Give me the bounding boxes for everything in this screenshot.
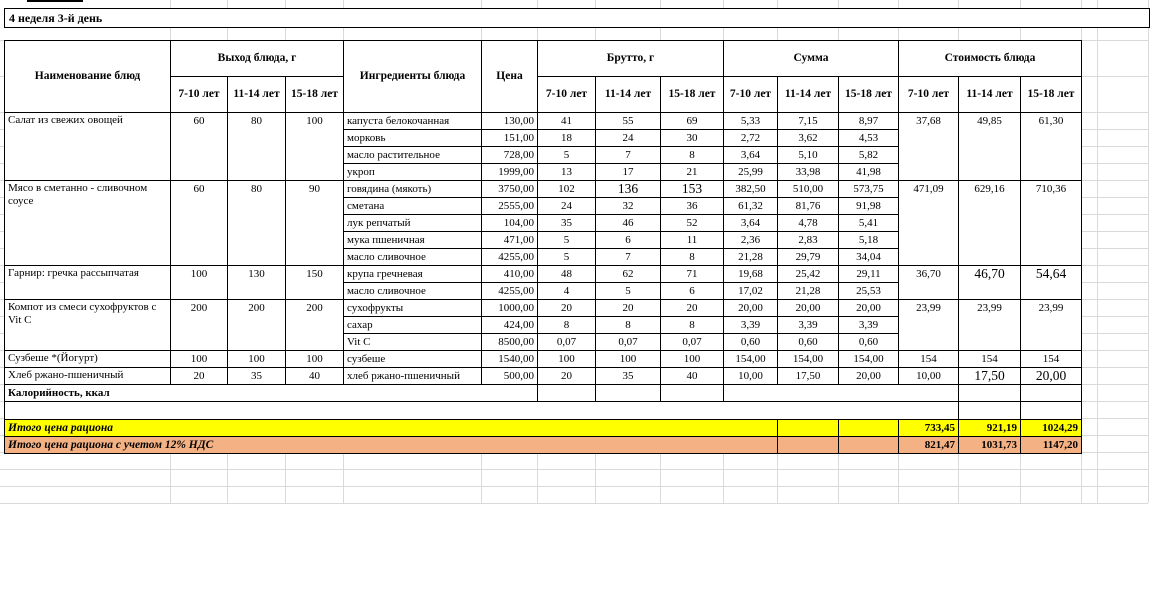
- header-age-7-10[interactable]: 7-10 лет: [724, 77, 778, 113]
- cell-dish-name[interactable]: Сузбеше *(Йогурт): [5, 351, 171, 368]
- cell-ingredient[interactable]: масло сливочное: [344, 283, 482, 300]
- cell-sum-0[interactable]: 2,72: [724, 130, 778, 147]
- cell-empty[interactable]: [1021, 402, 1082, 420]
- cell-yield-2[interactable]: 90: [286, 181, 344, 266]
- cell-ingredient[interactable]: хлеб ржано-пшеничный: [344, 368, 482, 385]
- cell-cost-1[interactable]: 23,99: [959, 300, 1021, 351]
- header-ingredients[interactable]: Ингредиенты блюда: [344, 41, 482, 113]
- header-age-7-10[interactable]: 7-10 лет: [538, 77, 596, 113]
- cell-brutto-1[interactable]: 136: [596, 181, 661, 198]
- cell-sum-2[interactable]: 0,60: [839, 334, 899, 351]
- cell-total-2[interactable]: 1147,20: [1021, 437, 1082, 454]
- cell-sum-2[interactable]: 8,97: [839, 113, 899, 130]
- cell-ingredient[interactable]: лук репчатый: [344, 215, 482, 232]
- cell-yield-1[interactable]: 80: [228, 181, 286, 266]
- table-row: [5, 351, 1082, 368]
- cell-sum-0[interactable]: 0,60: [724, 334, 778, 351]
- cell-cost-0[interactable]: 154: [899, 351, 959, 368]
- cell-yield-1[interactable]: 130: [228, 266, 286, 300]
- cell-dish-name[interactable]: Салат из свежих овощей: [5, 113, 171, 181]
- cell-ingredient[interactable]: сузбеше: [344, 351, 482, 368]
- cell-brutto-1[interactable]: 0,07: [596, 334, 661, 351]
- cell-sum-0[interactable]: 154,00: [724, 351, 778, 368]
- cell-brutto-2[interactable]: 36: [661, 198, 724, 215]
- header-yield[interactable]: Выход блюда, г: [171, 41, 344, 77]
- cell-yield-1[interactable]: 100: [228, 351, 286, 368]
- partial-cell-border: [27, 0, 83, 2]
- cell-empty[interactable]: [778, 420, 839, 437]
- cell-empty[interactable]: [839, 437, 899, 454]
- spacer-row: [5, 402, 1082, 420]
- cell-sum-0[interactable]: 61,32: [724, 198, 778, 215]
- cell-price[interactable]: 500,00: [482, 368, 538, 385]
- cell-sum-1[interactable]: 154,00: [778, 351, 839, 368]
- cell-sum-1[interactable]: 3,62: [778, 130, 839, 147]
- cell-ingredient[interactable]: мука пшеничная: [344, 232, 482, 249]
- cell-cost-1[interactable]: 17,50: [959, 368, 1021, 385]
- cell-sum-1[interactable]: 20,00: [778, 300, 839, 317]
- cell-price[interactable]: 3750,00: [482, 181, 538, 198]
- cell-sum-0[interactable]: 25,99: [724, 164, 778, 181]
- cell-brutto-1[interactable]: 7: [596, 147, 661, 164]
- cell-brutto-2[interactable]: 52: [661, 215, 724, 232]
- cell-sum-2[interactable]: 5,41: [839, 215, 899, 232]
- cell-yield-2[interactable]: 40: [286, 368, 344, 385]
- cell-dish-name[interactable]: Гарнир: гречка рассыпчатая: [5, 266, 171, 300]
- cell-sum-2[interactable]: 4,53: [839, 130, 899, 147]
- total-row-2: [5, 437, 1082, 454]
- cell-ingredient[interactable]: масло сливочное: [344, 249, 482, 266]
- cell-sum-1[interactable]: 33,98: [778, 164, 839, 181]
- cell-price[interactable]: 1000,00: [482, 300, 538, 317]
- gridline: [0, 486, 1148, 487]
- cell-yield-1[interactable]: 200: [228, 300, 286, 351]
- header-age-11-14[interactable]: 11-14 лет: [959, 77, 1021, 113]
- cell-sum-2[interactable]: 3,39: [839, 317, 899, 334]
- gridline: [0, 503, 1148, 504]
- cell-brutto-2[interactable]: 21: [661, 164, 724, 181]
- cell-sum-2[interactable]: 5,18: [839, 232, 899, 249]
- cell-brutto-2[interactable]: 71: [661, 266, 724, 283]
- cell-cost-1[interactable]: 154: [959, 351, 1021, 368]
- menu-table: [4, 40, 1082, 454]
- cell-brutto-1[interactable]: 8: [596, 317, 661, 334]
- cell-sum-1[interactable]: 29,79: [778, 249, 839, 266]
- cell-sum-1[interactable]: 17,50: [778, 368, 839, 385]
- cell-ingredient[interactable]: Vit C: [344, 334, 482, 351]
- cell-cost-2[interactable]: 20,00: [1021, 368, 1082, 385]
- table-row: [5, 300, 1082, 317]
- cell-calories-label[interactable]: Калорийность, ккал: [5, 385, 538, 402]
- cell-sum-1[interactable]: 25,42: [778, 266, 839, 283]
- cell-sum-0[interactable]: 10,00: [724, 368, 778, 385]
- cell-price[interactable]: 471,00: [482, 232, 538, 249]
- cell-brutto-1[interactable]: 20: [596, 300, 661, 317]
- table-row: [5, 368, 1082, 385]
- header-brutto[interactable]: Брутто, г: [538, 41, 724, 77]
- table-row: [5, 181, 1082, 198]
- cell-sum-2[interactable]: 25,53: [839, 283, 899, 300]
- cell-cost-1[interactable]: 629,16: [959, 181, 1021, 266]
- cell-brutto-0[interactable]: 13: [538, 164, 596, 181]
- cell-empty[interactable]: [538, 385, 596, 402]
- cell-cost-2[interactable]: 23,99: [1021, 300, 1082, 351]
- cell-brutto-0[interactable]: 20: [538, 368, 596, 385]
- header-age-7-10[interactable]: 7-10 лет: [899, 77, 959, 113]
- cell-sum-2[interactable]: 573,75: [839, 181, 899, 198]
- cell-price[interactable]: 130,00: [482, 113, 538, 130]
- cell-sum-0[interactable]: 17,02: [724, 283, 778, 300]
- cell-brutto-1[interactable]: 17: [596, 164, 661, 181]
- cell-brutto-2[interactable]: 6: [661, 283, 724, 300]
- cell-yield-0[interactable]: 200: [171, 300, 228, 351]
- cell-yield-0[interactable]: 20: [171, 368, 228, 385]
- cell-total-label[interactable]: Итого цена рациона с учетом 12% НДС: [5, 437, 778, 454]
- cell-total-0[interactable]: 733,45: [899, 420, 959, 437]
- cell-price[interactable]: 1540,00: [482, 351, 538, 368]
- cell-sum-1[interactable]: 510,00: [778, 181, 839, 198]
- cell-price[interactable]: 4255,00: [482, 283, 538, 300]
- cell-sum-0[interactable]: 5,33: [724, 113, 778, 130]
- cell-cost-2[interactable]: 710,36: [1021, 181, 1082, 266]
- cell-sum-2[interactable]: 154,00: [839, 351, 899, 368]
- cell-brutto-0[interactable]: 5: [538, 147, 596, 164]
- header-cost[interactable]: Стоимость блюда: [899, 41, 1082, 77]
- cell-ingredient[interactable]: капуста белокочанная: [344, 113, 482, 130]
- cell-brutto-2[interactable]: 100: [661, 351, 724, 368]
- cell-total-label[interactable]: Итого цена рациона: [5, 420, 778, 437]
- table-row: [5, 113, 1082, 130]
- cell-brutto-0[interactable]: 102: [538, 181, 596, 198]
- cell-ingredient[interactable]: укроп: [344, 164, 482, 181]
- cell-cost-2[interactable]: 54,64: [1021, 266, 1082, 300]
- cell-cost-0[interactable]: 471,09: [899, 181, 959, 266]
- cell-yield-1[interactable]: 80: [228, 113, 286, 181]
- cell-sum-1[interactable]: 0,60: [778, 334, 839, 351]
- cell-brutto-0[interactable]: 18: [538, 130, 596, 147]
- cell-brutto-2[interactable]: 20: [661, 300, 724, 317]
- total-row-1: [5, 420, 1082, 437]
- cell-sum-0[interactable]: 21,28: [724, 249, 778, 266]
- cell-brutto-1[interactable]: 24: [596, 130, 661, 147]
- cell-sum-1[interactable]: 7,15: [778, 113, 839, 130]
- table-header: [5, 41, 1082, 113]
- cell-sum-2[interactable]: 34,04: [839, 249, 899, 266]
- cell-sum-2[interactable]: 91,98: [839, 198, 899, 215]
- cell-price[interactable]: 1999,00: [482, 164, 538, 181]
- cell-brutto-1[interactable]: 62: [596, 266, 661, 283]
- cell-brutto-0[interactable]: 48: [538, 266, 596, 283]
- cell-brutto-2[interactable]: 0,07: [661, 334, 724, 351]
- cell-cost-0[interactable]: 36,70: [899, 266, 959, 300]
- cell-price[interactable]: 424,00: [482, 317, 538, 334]
- cell-total-1[interactable]: 921,19: [959, 420, 1021, 437]
- header-age-11-14[interactable]: 11-14 лет: [778, 77, 839, 113]
- cell-cost-2[interactable]: 61,30: [1021, 113, 1082, 181]
- cell-brutto-2[interactable]: 11: [661, 232, 724, 249]
- cell-yield-0[interactable]: 60: [171, 113, 228, 181]
- cell-empty[interactable]: [959, 402, 1021, 420]
- cell-brutto-1[interactable]: 5: [596, 283, 661, 300]
- cell-brutto-0[interactable]: 41: [538, 113, 596, 130]
- cell-total-0[interactable]: 821,47: [899, 437, 959, 454]
- cell-sum-2[interactable]: 41,98: [839, 164, 899, 181]
- cell-cost-0[interactable]: 10,00: [899, 368, 959, 385]
- cell-brutto-0[interactable]: 5: [538, 232, 596, 249]
- cell-brutto-0[interactable]: 35: [538, 215, 596, 232]
- cell-brutto-0[interactable]: 24: [538, 198, 596, 215]
- cell-ingredient[interactable]: говядина (мякоть): [344, 181, 482, 198]
- cell-empty[interactable]: [778, 437, 839, 454]
- cell-price[interactable]: 8500,00: [482, 334, 538, 351]
- cell-brutto-1[interactable]: 100: [596, 351, 661, 368]
- cell-price[interactable]: 151,00: [482, 130, 538, 147]
- cell-sum-1[interactable]: 21,28: [778, 283, 839, 300]
- cell-sum-1[interactable]: 81,76: [778, 198, 839, 215]
- cell-brutto-2[interactable]: 40: [661, 368, 724, 385]
- gridline: [1148, 0, 1149, 503]
- cell-ingredient[interactable]: сухофрукты: [344, 300, 482, 317]
- header-age-15-18[interactable]: 15-18 лет: [661, 77, 724, 113]
- cell-brutto-0[interactable]: 0,07: [538, 334, 596, 351]
- cell-yield-1[interactable]: 35: [228, 368, 286, 385]
- cell-dish-name[interactable]: Компот из смеси сухофруктов с Vit C: [5, 300, 171, 351]
- cell-price[interactable]: 104,00: [482, 215, 538, 232]
- cell-ingredient[interactable]: крупа гречневая: [344, 266, 482, 283]
- cell-ingredient[interactable]: сметана: [344, 198, 482, 215]
- cell-empty[interactable]: [1021, 385, 1082, 402]
- cell-brutto-2[interactable]: 8: [661, 249, 724, 266]
- calories-row: [5, 385, 1082, 402]
- cell-sum-0[interactable]: 3,39: [724, 317, 778, 334]
- cell-ingredient[interactable]: сахар: [344, 317, 482, 334]
- cell-sum-0[interactable]: 3,64: [724, 215, 778, 232]
- cell-cost-0[interactable]: 23,99: [899, 300, 959, 351]
- cell-cost-0[interactable]: 37,68: [899, 113, 959, 181]
- cell-cost-1[interactable]: 49,85: [959, 113, 1021, 181]
- header-age-15-18[interactable]: 15-18 лет: [839, 77, 899, 113]
- cell-yield-2[interactable]: 200: [286, 300, 344, 351]
- cell-yield-2[interactable]: 100: [286, 351, 344, 368]
- cell-brutto-2[interactable]: 8: [661, 147, 724, 164]
- cell-brutto-1[interactable]: 46: [596, 215, 661, 232]
- cell-yield-0[interactable]: 100: [171, 351, 228, 368]
- cell-empty[interactable]: [959, 385, 1021, 402]
- header-age-7-10[interactable]: 7-10 лет: [171, 77, 228, 113]
- cell-sum-0[interactable]: 20,00: [724, 300, 778, 317]
- cell-empty[interactable]: [596, 385, 661, 402]
- cell-price[interactable]: 410,00: [482, 266, 538, 283]
- cell-empty[interactable]: [5, 402, 959, 420]
- cell-empty[interactable]: [724, 385, 959, 402]
- cell-yield-2[interactable]: 150: [286, 266, 344, 300]
- cell-ingredient[interactable]: морковь: [344, 130, 482, 147]
- cell-sum-0[interactable]: 3,64: [724, 147, 778, 164]
- cell-sum-2[interactable]: 20,00: [839, 300, 899, 317]
- header-dish[interactable]: Наименование блюд: [5, 41, 171, 113]
- cell-brutto-0[interactable]: 8: [538, 317, 596, 334]
- cell-sum-1[interactable]: 3,39: [778, 317, 839, 334]
- cell-brutto-2[interactable]: 8: [661, 317, 724, 334]
- cell-sum-2[interactable]: 29,11: [839, 266, 899, 283]
- cell-brutto-2[interactable]: 153: [661, 181, 724, 198]
- table-row: [5, 266, 1082, 283]
- cell-brutto-0[interactable]: 20: [538, 300, 596, 317]
- cell-dish-name[interactable]: Мясо в сметанно - сливочном соусе: [5, 181, 171, 266]
- cell-sum-2[interactable]: 5,82: [839, 147, 899, 164]
- cell-brutto-1[interactable]: 55: [596, 113, 661, 130]
- cell-brutto-1[interactable]: 35: [596, 368, 661, 385]
- cell-yield-0[interactable]: 100: [171, 266, 228, 300]
- cell-sum-0[interactable]: 19,68: [724, 266, 778, 283]
- gridline: [0, 469, 1148, 470]
- header-age-11-14[interactable]: 11-14 лет: [596, 77, 661, 113]
- cell-brutto-2[interactable]: 30: [661, 130, 724, 147]
- cell-cost-2[interactable]: 154: [1021, 351, 1082, 368]
- cell-brutto-1[interactable]: 7: [596, 249, 661, 266]
- cell-brutto-0[interactable]: 5: [538, 249, 596, 266]
- cell-price[interactable]: 2555,00: [482, 198, 538, 215]
- cell-price[interactable]: 728,00: [482, 147, 538, 164]
- cell-sum-1[interactable]: 2,83: [778, 232, 839, 249]
- table-body: [5, 113, 1082, 454]
- header-price[interactable]: Цена: [482, 41, 538, 113]
- cell-dish-name[interactable]: Хлеб ржано-пшеничный: [5, 368, 171, 385]
- header-age-15-18[interactable]: 15-18 лет: [286, 77, 344, 113]
- cell-sum-2[interactable]: 20,00: [839, 368, 899, 385]
- cell-brutto-0[interactable]: 100: [538, 351, 596, 368]
- cell-brutto-0[interactable]: 4: [538, 283, 596, 300]
- cell-sum-0[interactable]: 382,50: [724, 181, 778, 198]
- cell-yield-2[interactable]: 100: [286, 113, 344, 181]
- cell-total-2[interactable]: 1024,29: [1021, 420, 1082, 437]
- cell-empty[interactable]: [661, 385, 724, 402]
- cell-cost-1[interactable]: 46,70: [959, 266, 1021, 300]
- cell-ingredient[interactable]: масло растительное: [344, 147, 482, 164]
- header-age-15-18[interactable]: 15-18 лет: [1021, 77, 1082, 113]
- cell-total-1[interactable]: 1031,73: [959, 437, 1021, 454]
- cell-empty[interactable]: [839, 420, 899, 437]
- cell-sum-1[interactable]: 4,78: [778, 215, 839, 232]
- cell-brutto-1[interactable]: 6: [596, 232, 661, 249]
- day-title-cell[interactable]: 4 неделя 3-й день: [4, 8, 1150, 28]
- cell-yield-0[interactable]: 60: [171, 181, 228, 266]
- header-age-11-14[interactable]: 11-14 лет: [228, 77, 286, 113]
- cell-brutto-1[interactable]: 32: [596, 198, 661, 215]
- header-sum[interactable]: Сумма: [724, 41, 899, 77]
- cell-brutto-2[interactable]: 69: [661, 113, 724, 130]
- cell-sum-0[interactable]: 2,36: [724, 232, 778, 249]
- cell-price[interactable]: 4255,00: [482, 249, 538, 266]
- cell-sum-1[interactable]: 5,10: [778, 147, 839, 164]
